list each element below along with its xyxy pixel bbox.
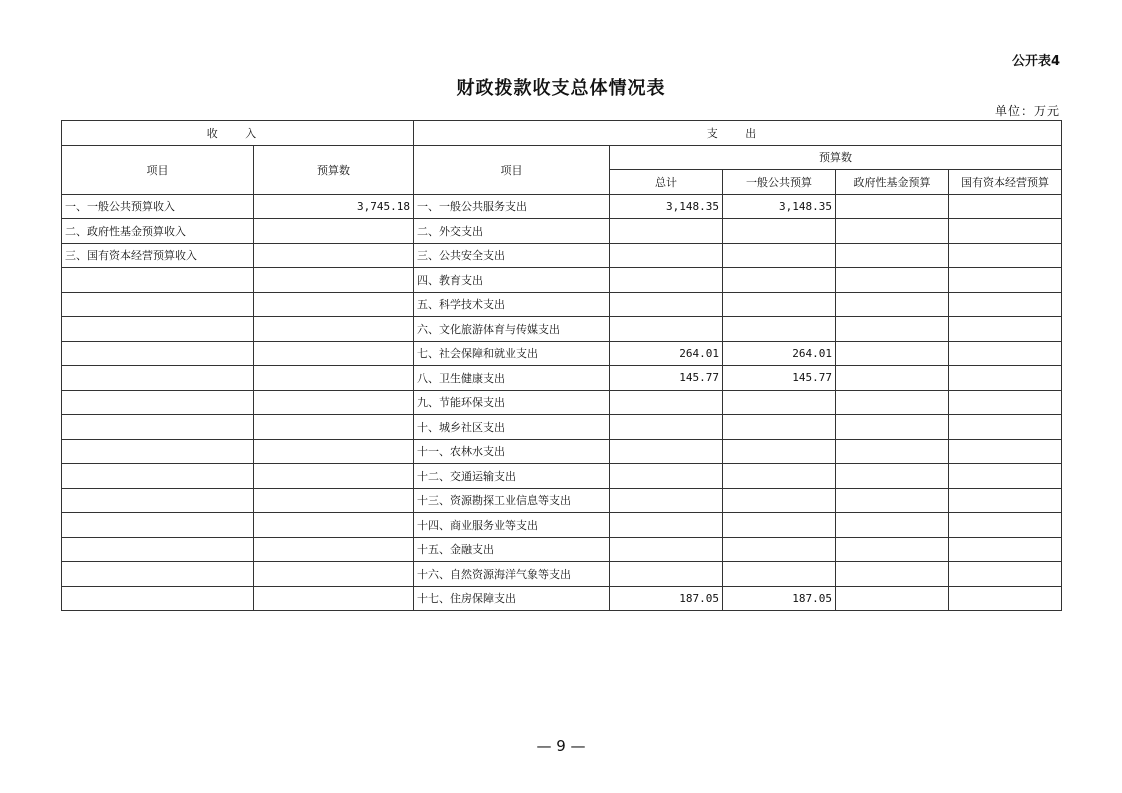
income-amount-cell: 3,745.18 [254, 194, 414, 219]
expense-item-cell: 十二、交通运输支出 [414, 464, 610, 489]
expense-fund-cell [836, 537, 949, 562]
expense-general-cell [723, 268, 836, 293]
table-row [62, 268, 1062, 293]
income-item-cell [62, 488, 254, 513]
expense-general-cell: 187.05 [723, 586, 836, 611]
budget-table [61, 120, 1062, 611]
income-item-cell [62, 390, 254, 415]
table-row [62, 219, 1062, 244]
income-amount-cell [254, 513, 414, 538]
expense-total-cell [610, 268, 723, 293]
expense-fund-cell [836, 366, 949, 391]
table-row [62, 341, 1062, 366]
expense-total-cell: 3,148.35 [610, 194, 723, 219]
expense-fund-header: 政府性基金预算 [836, 170, 949, 195]
income-item-cell [62, 439, 254, 464]
expense-item-cell: 七、社会保障和就业支出 [414, 341, 610, 366]
income-item-cell [62, 562, 254, 587]
expense-item-cell: 九、节能环保支出 [414, 390, 610, 415]
income-amount-cell [254, 390, 414, 415]
table-row [62, 439, 1062, 464]
expense-total-cell [610, 537, 723, 562]
expense-item-cell: 四、教育支出 [414, 268, 610, 293]
table-row [62, 562, 1062, 587]
expense-state-capital-cell [949, 341, 1062, 366]
table-row [62, 464, 1062, 489]
expense-state-capital-cell [949, 537, 1062, 562]
expense-general-cell [723, 513, 836, 538]
expense-total-cell [610, 219, 723, 244]
expense-item-cell: 十七、住房保障支出 [414, 586, 610, 611]
expense-total-cell [610, 317, 723, 342]
expense-total-cell [610, 415, 723, 440]
income-amount-cell [254, 317, 414, 342]
page-title: 财政拨款收支总体情况表 [456, 78, 666, 99]
expense-total-header: 总计 [610, 170, 723, 195]
expense-fund-cell [836, 268, 949, 293]
expense-fund-cell [836, 243, 949, 268]
expense-total-cell: 145.77 [610, 366, 723, 391]
income-amount-cell [254, 341, 414, 366]
expense-general-cell: 264.01 [723, 341, 836, 366]
table-row [62, 292, 1062, 317]
expense-fund-cell [836, 390, 949, 415]
expense-item-cell: 十五、金融支出 [414, 537, 610, 562]
expense-state-capital-cell [949, 586, 1062, 611]
income-amount-cell [254, 268, 414, 293]
expense-fund-cell [836, 292, 949, 317]
expense-state-capital-cell [949, 317, 1062, 342]
expense-state-capital-cell [949, 219, 1062, 244]
expense-item-header: 项目 [414, 145, 610, 194]
expense-fund-cell [836, 317, 949, 342]
table-row [62, 390, 1062, 415]
page-number: — 9 — [536, 737, 586, 755]
income-item-cell [62, 366, 254, 391]
expense-total-cell [610, 292, 723, 317]
expense-state-capital-cell [949, 292, 1062, 317]
income-amount-cell [254, 439, 414, 464]
expense-general-cell [723, 488, 836, 513]
expense-state-capital-cell [949, 488, 1062, 513]
expense-general-cell: 145.77 [723, 366, 836, 391]
expense-group-header: 支 出 [414, 121, 1062, 146]
income-item-cell: 二、政府性基金预算收入 [62, 219, 254, 244]
table-row [62, 415, 1062, 440]
expense-state-capital-cell [949, 390, 1062, 415]
expense-general-cell [723, 439, 836, 464]
expense-total-cell: 187.05 [610, 586, 723, 611]
expense-general-header: 一般公共预算 [723, 170, 836, 195]
expense-total-cell [610, 488, 723, 513]
income-amount-cell [254, 464, 414, 489]
table-row [62, 586, 1062, 611]
expense-fund-cell [836, 415, 949, 440]
expense-item-cell: 十六、自然资源海洋气象等支出 [414, 562, 610, 587]
income-amount-cell [254, 537, 414, 562]
expense-budget-group-header: 预算数 [610, 145, 1062, 170]
expense-total-cell [610, 390, 723, 415]
income-item-cell [62, 268, 254, 293]
table-row [62, 488, 1062, 513]
expense-fund-cell [836, 439, 949, 464]
expense-item-cell: 二、外交支出 [414, 219, 610, 244]
income-item-cell [62, 464, 254, 489]
expense-total-cell: 264.01 [610, 341, 723, 366]
income-item-cell [62, 586, 254, 611]
table-row [62, 366, 1062, 391]
income-amount-cell [254, 488, 414, 513]
income-amount-cell [254, 562, 414, 587]
expense-general-cell [723, 292, 836, 317]
expense-state-capital-cell [949, 562, 1062, 587]
expense-total-cell [610, 562, 723, 587]
expense-fund-cell [836, 513, 949, 538]
expense-general-cell [723, 317, 836, 342]
expense-state-capital-cell [949, 243, 1062, 268]
expense-state-capital-cell [949, 415, 1062, 440]
income-item-cell [62, 292, 254, 317]
income-item-cell [62, 513, 254, 538]
expense-item-cell: 三、公共安全支出 [414, 243, 610, 268]
expense-total-cell [610, 439, 723, 464]
expense-item-cell: 六、文化旅游体育与传媒支出 [414, 317, 610, 342]
expense-state-capital-cell [949, 513, 1062, 538]
expense-fund-cell [836, 219, 949, 244]
expense-state-capital-cell [949, 366, 1062, 391]
table-number-tag: 公开表4 [1011, 54, 1060, 69]
expense-general-cell: 3,148.35 [723, 194, 836, 219]
income-item-cell: 一、一般公共预算收入 [62, 194, 254, 219]
income-amount-cell [254, 586, 414, 611]
expense-general-cell [723, 464, 836, 489]
income-item-header: 项目 [62, 145, 254, 194]
income-group-header: 收 入 [62, 121, 414, 146]
table-row [62, 513, 1062, 538]
expense-state-capital-cell [949, 464, 1062, 489]
expense-item-cell: 一、一般公共服务支出 [414, 194, 610, 219]
income-amount-cell [254, 366, 414, 391]
expense-item-cell: 十、城乡社区支出 [414, 415, 610, 440]
income-amount-cell [254, 292, 414, 317]
table-row [62, 537, 1062, 562]
income-amount-cell [254, 243, 414, 268]
expense-general-cell [723, 537, 836, 562]
income-item-cell [62, 415, 254, 440]
expense-item-cell: 五、科学技术支出 [414, 292, 610, 317]
table-row [62, 194, 1062, 219]
expense-fund-cell [836, 562, 949, 587]
expense-state-capital-header: 国有资本经营预算 [949, 170, 1062, 195]
income-item-cell [62, 317, 254, 342]
expense-item-cell: 十四、商业服务业等支出 [414, 513, 610, 538]
expense-general-cell [723, 243, 836, 268]
income-amount-cell [254, 415, 414, 440]
expense-state-capital-cell [949, 439, 1062, 464]
expense-item-cell: 十一、农林水支出 [414, 439, 610, 464]
unit-label: 单位：万元 [994, 104, 1060, 118]
expense-item-cell: 十三、资源勘探工业信息等支出 [414, 488, 610, 513]
expense-fund-cell [836, 464, 949, 489]
expense-total-cell [610, 464, 723, 489]
table-row [62, 243, 1062, 268]
income-item-cell [62, 341, 254, 366]
table-row [62, 317, 1062, 342]
income-budget-header: 预算数 [254, 145, 414, 194]
expense-total-cell [610, 243, 723, 268]
expense-general-cell [723, 415, 836, 440]
income-amount-cell [254, 219, 414, 244]
expense-fund-cell [836, 488, 949, 513]
income-item-cell [62, 537, 254, 562]
expense-total-cell [610, 513, 723, 538]
expense-item-cell: 八、卫生健康支出 [414, 366, 610, 391]
expense-general-cell [723, 562, 836, 587]
expense-state-capital-cell [949, 194, 1062, 219]
expense-fund-cell [836, 586, 949, 611]
expense-fund-cell [836, 194, 949, 219]
income-item-cell: 三、国有资本经营预算收入 [62, 243, 254, 268]
expense-state-capital-cell [949, 268, 1062, 293]
expense-general-cell [723, 390, 836, 415]
expense-fund-cell [836, 341, 949, 366]
expense-general-cell [723, 219, 836, 244]
